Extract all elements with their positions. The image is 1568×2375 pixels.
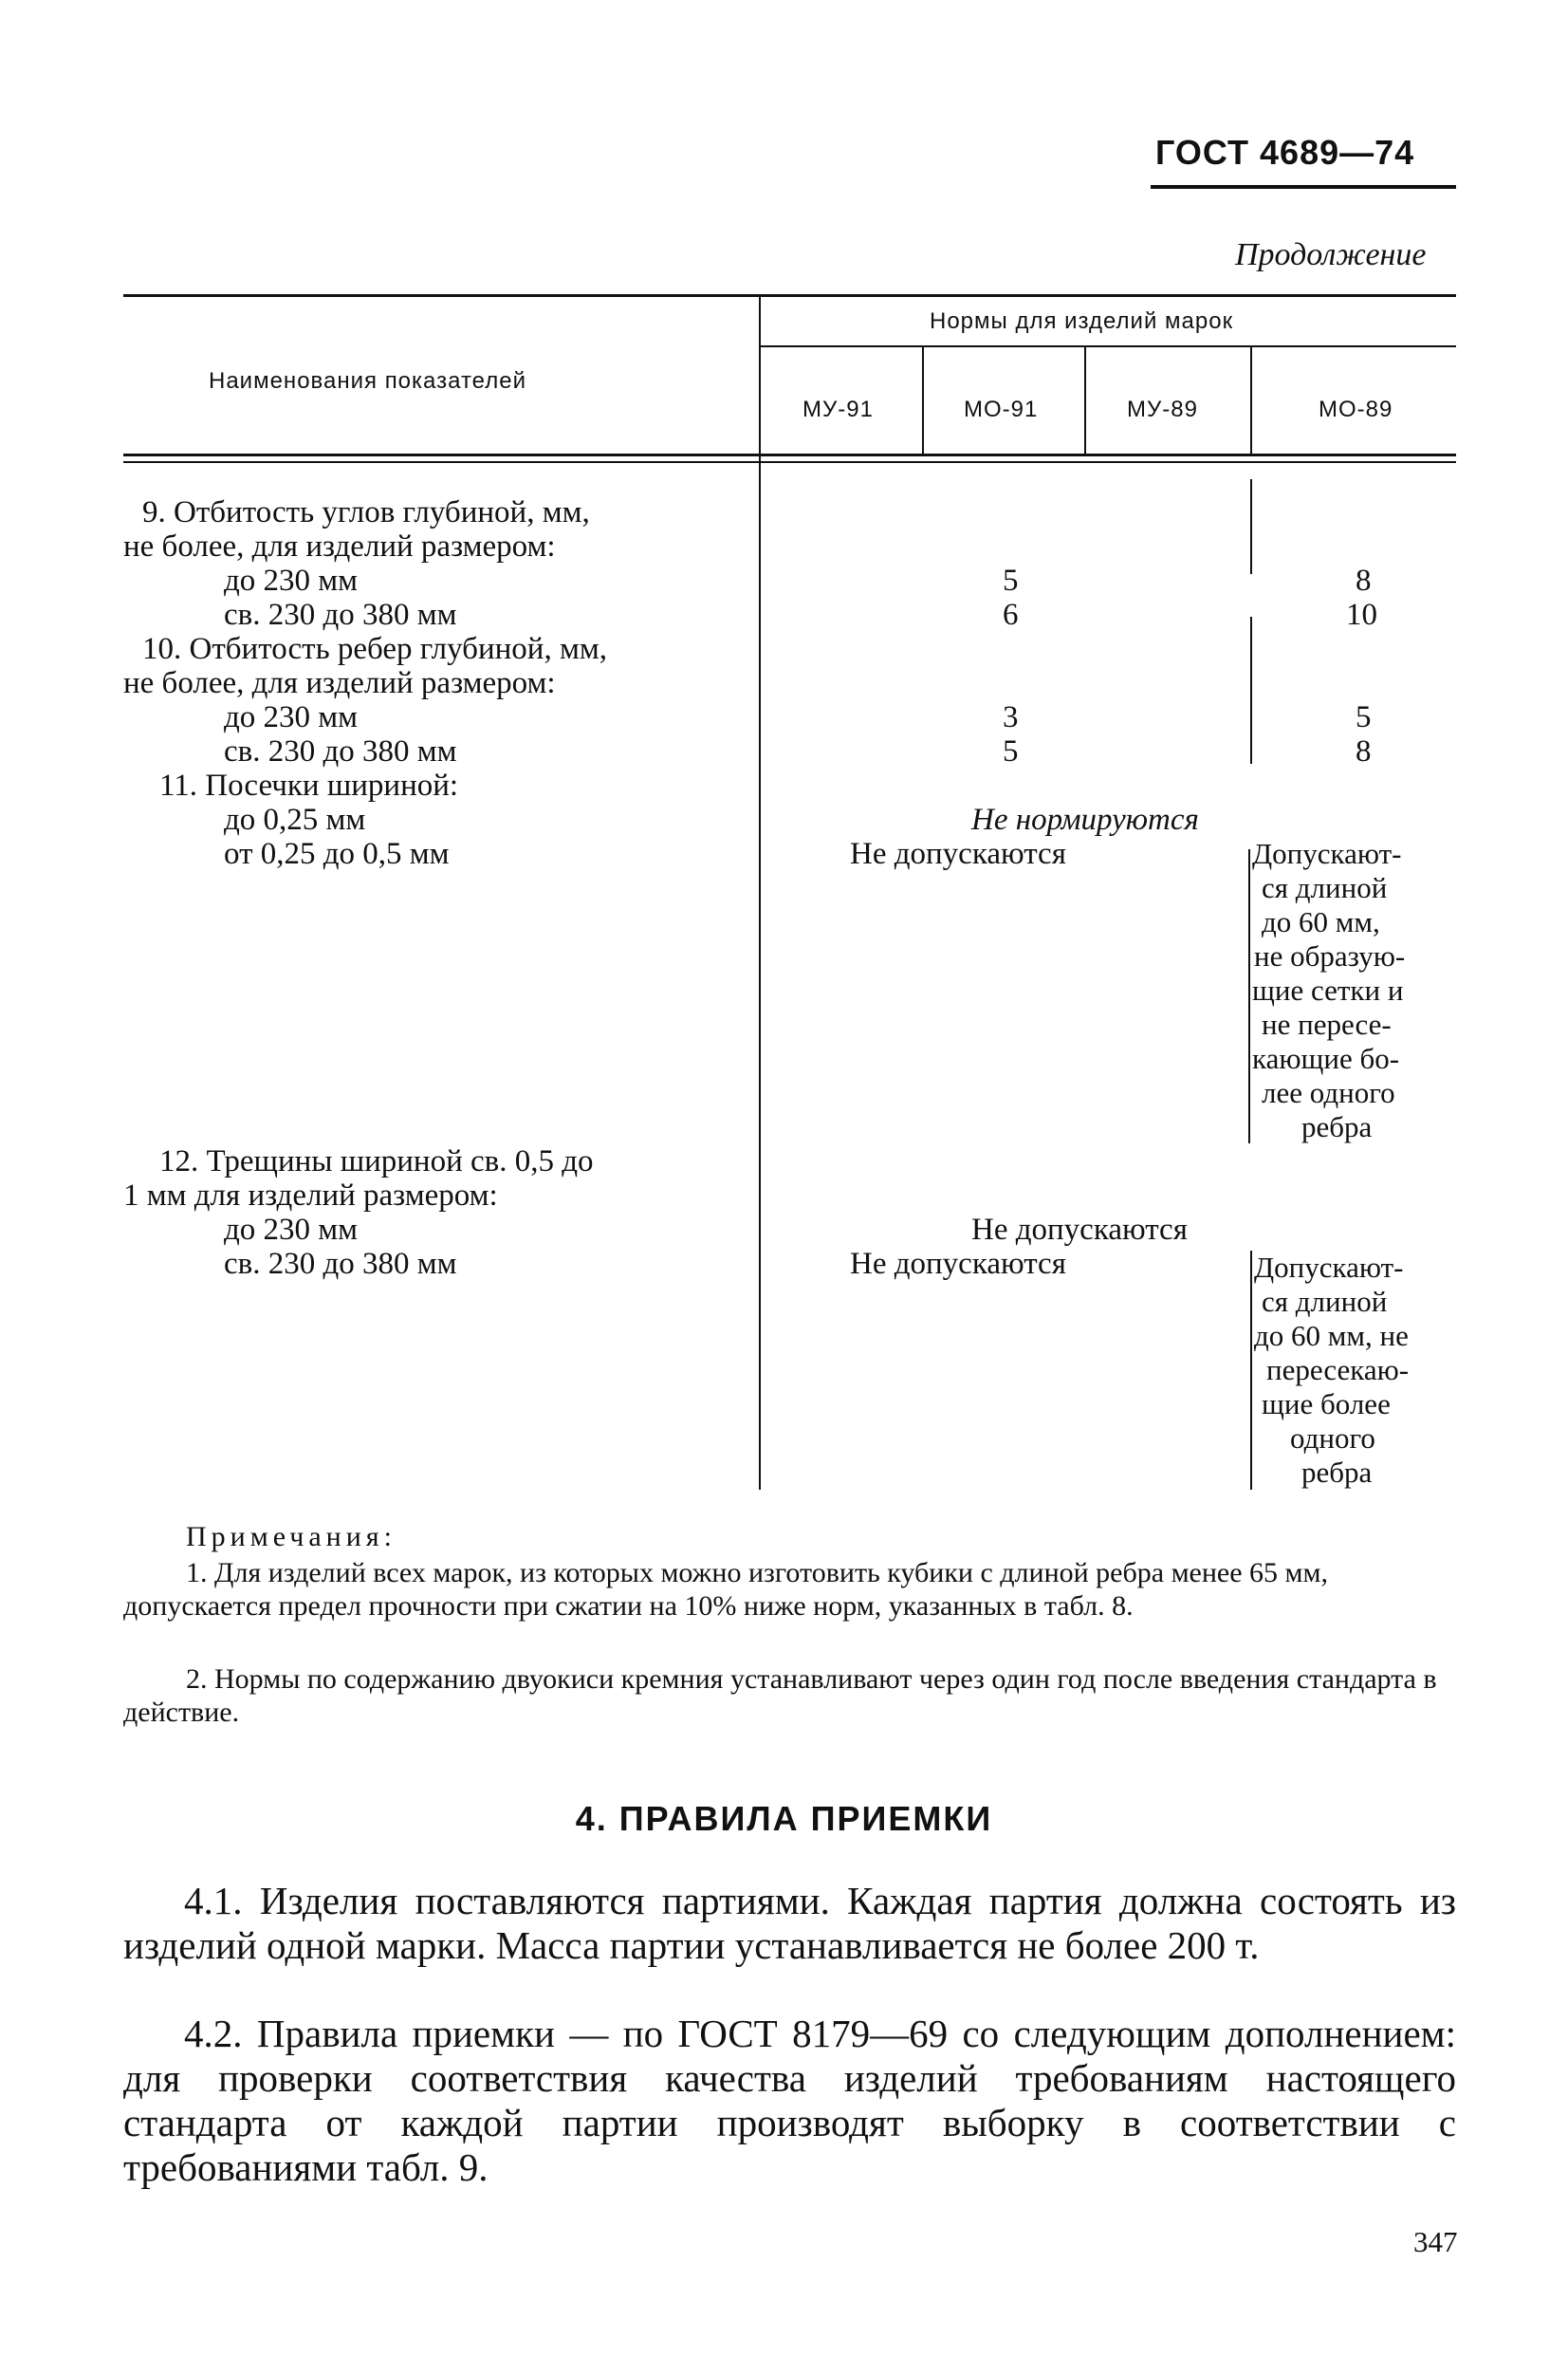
value-cell-multiline: не образую-	[1254, 939, 1406, 973]
row-label: не более, для изделий размером:	[123, 666, 556, 700]
table-top-rule	[123, 294, 1456, 297]
value-cell: 6	[1003, 598, 1019, 632]
values-divider-row11	[1248, 849, 1250, 1143]
value-cell: 8	[1356, 734, 1372, 769]
section-paragraph: 4.2. Правила приемки — по ГОСТ 8179—69 со следующим дополнением: для проверки соответствия качества изделий требованиям настоящего стандарта от каждой партии производят выборку в соответствии с требованиями табл. 9.	[123, 2012, 1456, 2189]
row-label: 10. Отбитость ребер глубиной, мм,	[142, 632, 607, 666]
value-cell: 8	[1356, 564, 1372, 598]
value-cell: 3	[1003, 700, 1019, 734]
value-cell-multiline: ся длиной	[1262, 871, 1388, 904]
row-sublabel: св. 230 до 380 мм	[224, 734, 457, 769]
row-label: 12. Трещины шириной св. 0,5 до	[159, 1144, 594, 1178]
row-label: не более, для изделий размером:	[123, 529, 556, 564]
row-sublabel: до 230 мм	[224, 1213, 359, 1247]
brand-divider-3	[1250, 347, 1252, 454]
span-value: Не допускаются	[971, 1213, 1188, 1247]
header-rule	[1151, 185, 1456, 189]
value-cell-multiline: лее одного	[1262, 1076, 1395, 1109]
brand-header: МО-89	[1319, 397, 1393, 422]
value-cell: Не допускаются	[850, 837, 1066, 871]
header-bottom-rule-1	[123, 454, 1456, 456]
note-item: 1. Для изделий всех марок, из которых можно изготовить кубики с длиной ребра менее 65 мм, допускается предел прочности при сжатии на 10% ниже норм, указанных в табл. 8.	[123, 1557, 1329, 1622]
value-cell-multiline: щие сетки и	[1252, 974, 1404, 1007]
value-cell-multiline: ся длиной	[1262, 1285, 1388, 1318]
header-bottom-rule-2	[123, 461, 1456, 463]
values-divider-row9	[1250, 479, 1252, 574]
row-sublabel: до 0,25 мм	[224, 803, 366, 837]
brand-header: МО-91	[964, 397, 1039, 422]
column-header-norms: Нормы для изделий марок	[930, 308, 1234, 334]
value-cell-multiline: ребра	[1301, 1110, 1373, 1143]
value-cell-multiline: до 60 мм,	[1262, 905, 1380, 938]
brand-divider-1	[922, 347, 924, 454]
value-cell: 10	[1346, 598, 1377, 632]
value-cell: 5	[1003, 734, 1019, 769]
page-number: 347	[1413, 2225, 1458, 2258]
span-value: Не нормируются	[971, 803, 1199, 837]
row-sublabel: св. 230 до 380 мм	[224, 598, 457, 632]
row-sublabel: от 0,25 до 0,5 мм	[224, 837, 450, 871]
values-divider-row12	[1250, 1251, 1252, 1490]
value-cell-multiline: кающие бо-	[1252, 1042, 1400, 1075]
value-cell-multiline: не пересе-	[1262, 1008, 1392, 1041]
values-divider-row10	[1250, 617, 1252, 764]
row-label: 9. Отбитость углов глубиной, мм,	[142, 495, 590, 529]
value-cell: Не допускаются	[850, 1247, 1066, 1281]
section-paragraph: 4.1. Изделия поставляются партиями. Каждая партия должна состоять из изделий одной марки. Масса партии устанавливается не более 200 т.	[123, 1879, 1456, 1967]
group-header-rule	[761, 345, 1456, 347]
row-sublabel: св. 230 до 380 мм	[224, 1247, 457, 1281]
value-cell: 5	[1003, 564, 1019, 598]
row-label: 1 мм для изделий размером:	[123, 1178, 498, 1213]
value-cell-multiline: пересекаю-	[1266, 1353, 1410, 1386]
value-cell-multiline: одного	[1290, 1421, 1375, 1455]
value-cell-multiline: ребра	[1301, 1456, 1373, 1489]
value-cell-multiline: щие более	[1262, 1387, 1391, 1420]
value-cell-multiline: Допускают-	[1252, 837, 1402, 870]
notes-title: Примечания:	[186, 1521, 397, 1552]
value-cell-multiline: до 60 мм, не	[1254, 1319, 1409, 1352]
value-cell: 5	[1356, 700, 1372, 734]
note-item: 2. Нормы по содержанию двуокиси кремния устанавливают через один год после введения стандарта в действие.	[123, 1663, 1437, 1728]
row-sublabel: до 230 мм	[224, 700, 359, 734]
column-header-names: Наименования показателей	[209, 368, 526, 394]
standard-number: ГОСТ 4689—74	[1155, 133, 1415, 172]
row-label: 11. Посечки шириной:	[159, 769, 459, 803]
row-sublabel: до 230 мм	[224, 564, 359, 598]
continuation-label: Продолжение	[1235, 237, 1427, 272]
table-col-divider	[759, 297, 761, 1490]
value-cell-multiline: Допускают-	[1254, 1251, 1404, 1284]
brand-header: МУ-89	[1127, 397, 1198, 422]
brand-header: МУ-91	[802, 397, 874, 422]
section-title: 4. ПРАВИЛА ПРИЕМКИ	[575, 1799, 993, 1838]
brand-divider-2	[1084, 347, 1086, 454]
